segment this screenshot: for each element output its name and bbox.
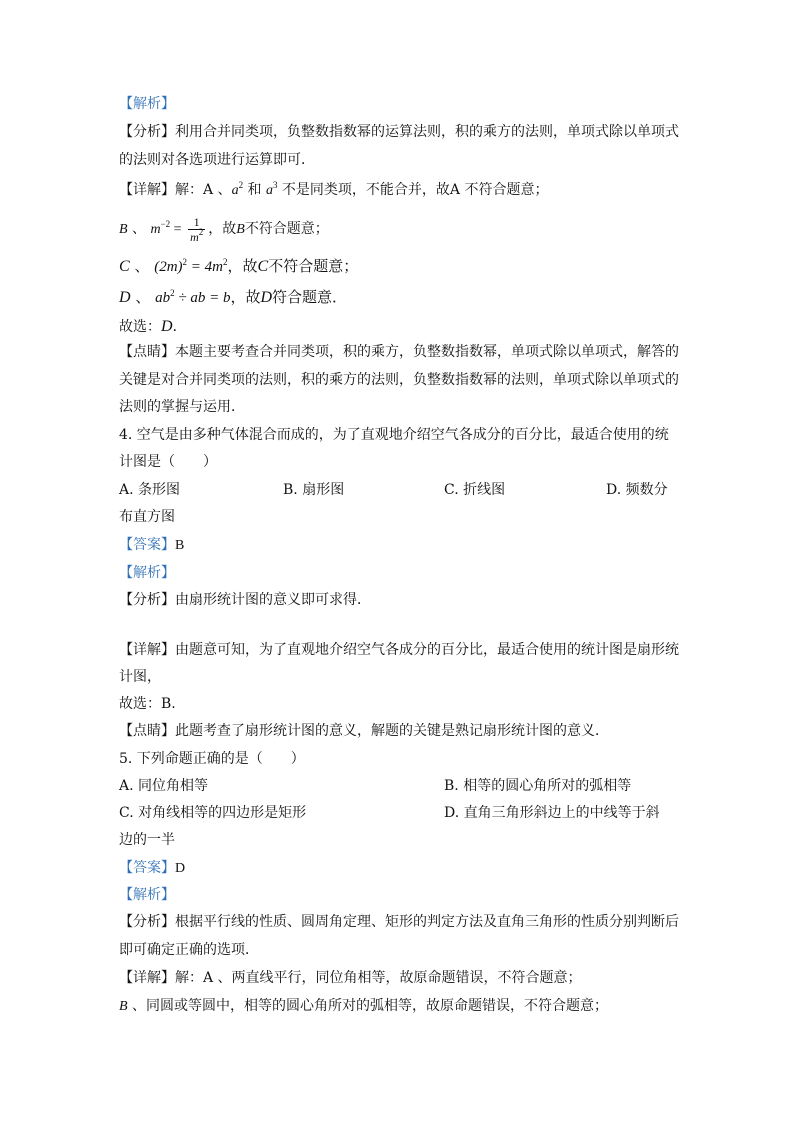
q3-c-post-letter: C (257, 258, 269, 275)
q4-detail-text-2: 计图， (119, 669, 161, 685)
q3-b-lhs: $m^{-2}$ (150, 219, 171, 237)
q3-b-fraction: $\frac{1}{m^2}$ (190, 214, 204, 244)
q5-option-d: D. 直角三角形斜边上的中线等于斜 (444, 805, 660, 821)
q3-d-post-letter: D (260, 289, 273, 306)
q5-analysis-line-1 (119, 912, 679, 932)
tag-jiexi: 【解析】 (119, 887, 175, 903)
q4-analysis (119, 590, 371, 610)
tag-xiangjie: 【详解】 (119, 182, 175, 198)
q5-analysis-heading (119, 885, 175, 905)
q3-detail-d (119, 287, 347, 308)
q4-option-a: A. 条形图 (119, 482, 181, 498)
tag-daan: 【答案】 (119, 860, 175, 876)
q4-analysis-heading (119, 563, 175, 583)
q3-c-conclusion: 不符合题意； (268, 257, 359, 275)
analysis-heading (119, 94, 175, 114)
q4-stem-text-1: 4. 空气是由多种气体混合而成的，为了直观地介绍空气各成分的百分比，最适合使用的统 (119, 427, 669, 443)
q4-answer-value: B (175, 538, 185, 553)
q3-comment-text-1: 本题主要考查合并同类项，积的乘方，负整数指数幂，单项式除以单项式，解答的 (175, 344, 679, 360)
q3-a-prefix: 解：A 、 (175, 182, 232, 198)
q4-stem-line-1 (119, 425, 669, 445)
q3-detail-c (119, 256, 358, 277)
tag-dianjing: 【点睛】 (119, 344, 175, 360)
q3-choose-suffix: ． (172, 319, 187, 335)
tag-xiangjie: 【详解】 (119, 970, 175, 986)
q3-d-conclusion: 符合题意． (272, 288, 348, 306)
q5-option-a: A. 同位角相等 (119, 778, 209, 794)
tag-fenxi: 【分析】 (119, 592, 175, 608)
q3-a-and: 和 (243, 182, 266, 198)
q5-option-b: B. 相等的圆心角所对的弧相等 (444, 778, 632, 794)
q5-analysis-text-2: 即可确定正确的选项． (119, 942, 259, 958)
q4-comment-text: 此题考查了扇形统计图的意义，解题的关键是熟记扇形统计图的意义． (175, 723, 609, 739)
q5-detail-b-text: 、同圆或等圆中，相等的圆心角所对的弧相等，故原命题错误，不符合题意； (127, 998, 609, 1014)
tag-fenxi: 【分析】 (119, 124, 175, 140)
q3-b-conclusion: 不符合题意； (244, 221, 329, 237)
q3-d-sep: 、 (130, 288, 156, 306)
q5-answer-value: D (175, 861, 186, 876)
q3-d-expr: $ab^2$ ÷ ab = b (155, 288, 231, 306)
q3-d-letter: D (119, 289, 131, 306)
q3-b-post-pre: ，故 (208, 221, 237, 237)
q4-option-c: C. 折线图 (444, 482, 506, 498)
q3-b-sep: 、 (127, 221, 151, 237)
q4-option-b: B. 扇形图 (283, 482, 345, 498)
q4-choose: 故选：B. (119, 696, 176, 712)
q3-detail-a (119, 180, 548, 201)
q4-analysis-text: 由扇形统计图的意义即可求得． (175, 592, 371, 608)
q3-a-term1: $a^2$ (231, 180, 244, 198)
q5-analysis-text-1: 根据平行线的性质、圆周角定理、矩形的判定方法及直角三角形的性质分别判断后 (175, 914, 679, 930)
q3-detail-b (119, 214, 329, 245)
tag-jiexi: 【解析】 (119, 565, 175, 581)
q3-comment-text-2: 关键是对合并同类项的法则，积的乘方的法则，负整数指数幂的法则，单项式除以单项式的 (119, 372, 679, 388)
q3-b-post-letter: B (236, 222, 245, 237)
q4-answer (119, 535, 184, 556)
q5-option-c: C. 对角线相等的四边形是矩形 (119, 805, 307, 821)
q3-analysis-line-2 (119, 150, 315, 170)
tag-xiangjie: 【详解】 (119, 642, 175, 658)
q3-choose-letter: D (161, 318, 173, 335)
q4-comment (119, 721, 609, 741)
q5-detail-a (119, 968, 582, 988)
q4-option-d: D. 频数分 (606, 482, 668, 498)
q5-detail-b-letter: B (119, 999, 128, 1014)
q4-detail-line-2 (119, 667, 161, 687)
q4-detail-line-1 (119, 640, 679, 660)
q5-detail-a-text: 解：A 、两直线平行，同位角相等，故原命题错误，不符合题意； (175, 970, 582, 986)
q3-comment-line-2 (119, 370, 679, 390)
q3-a-term2: $a^3$ (265, 180, 278, 198)
q5-detail-b (119, 996, 608, 1017)
q3-choose (119, 317, 187, 337)
q3-b-equals: = (170, 222, 186, 237)
tag-dianjing: 【点睛】 (119, 723, 175, 739)
q3-analysis-text-1: 利用合并同类项，负整数指数幂的运算法则，积的乘方的法则，单项式除以单项式 (175, 124, 679, 140)
tag-fenxi: 【分析】 (119, 914, 175, 930)
q3-comment-line-1 (119, 342, 679, 362)
q4-detail-text-1: 由题意可知，为了直观地介绍空气各成分的百分比，最适合使用的统计图是扇形统 (175, 642, 679, 658)
q3-analysis-text-2: 的法则对各选项进行运算即可． (119, 152, 315, 168)
q3-comment-line-3 (119, 397, 245, 417)
tag-jiexi: 【解析】 (119, 96, 175, 112)
q4-stem-text-2: 计图是（ ） (119, 454, 217, 470)
q3-b-letter: B (119, 222, 128, 237)
q3-analysis-line-1 (119, 122, 679, 142)
q3-a-conclusion: 不是同类项，不能合并，故A 不符合题意； (277, 182, 549, 198)
q3-c-letter: C (119, 258, 130, 275)
q3-c-sep: 、 (129, 257, 155, 275)
q3-c-post-pre: ，故 (227, 257, 258, 275)
q5-analysis-line-2 (119, 940, 259, 960)
q3-c-expr: $(2m)^2 = 4m^2$ (154, 257, 228, 275)
q4-stem-line-2 (119, 452, 217, 472)
q3-comment-text-3: 法则的掌握与运用． (119, 399, 245, 415)
q3-d-post-pre: ，故 (230, 288, 261, 306)
tag-daan: 【答案】 (119, 537, 175, 553)
q5-answer (119, 858, 185, 879)
q5-stem: 5. 下列命题正确的是（ ） (119, 751, 305, 767)
q4-option-d-continued: 布直方图 (119, 509, 175, 525)
q3-choose-prefix: 故选： (119, 319, 161, 335)
q5-option-d-continued: 边的一半 (119, 832, 175, 848)
